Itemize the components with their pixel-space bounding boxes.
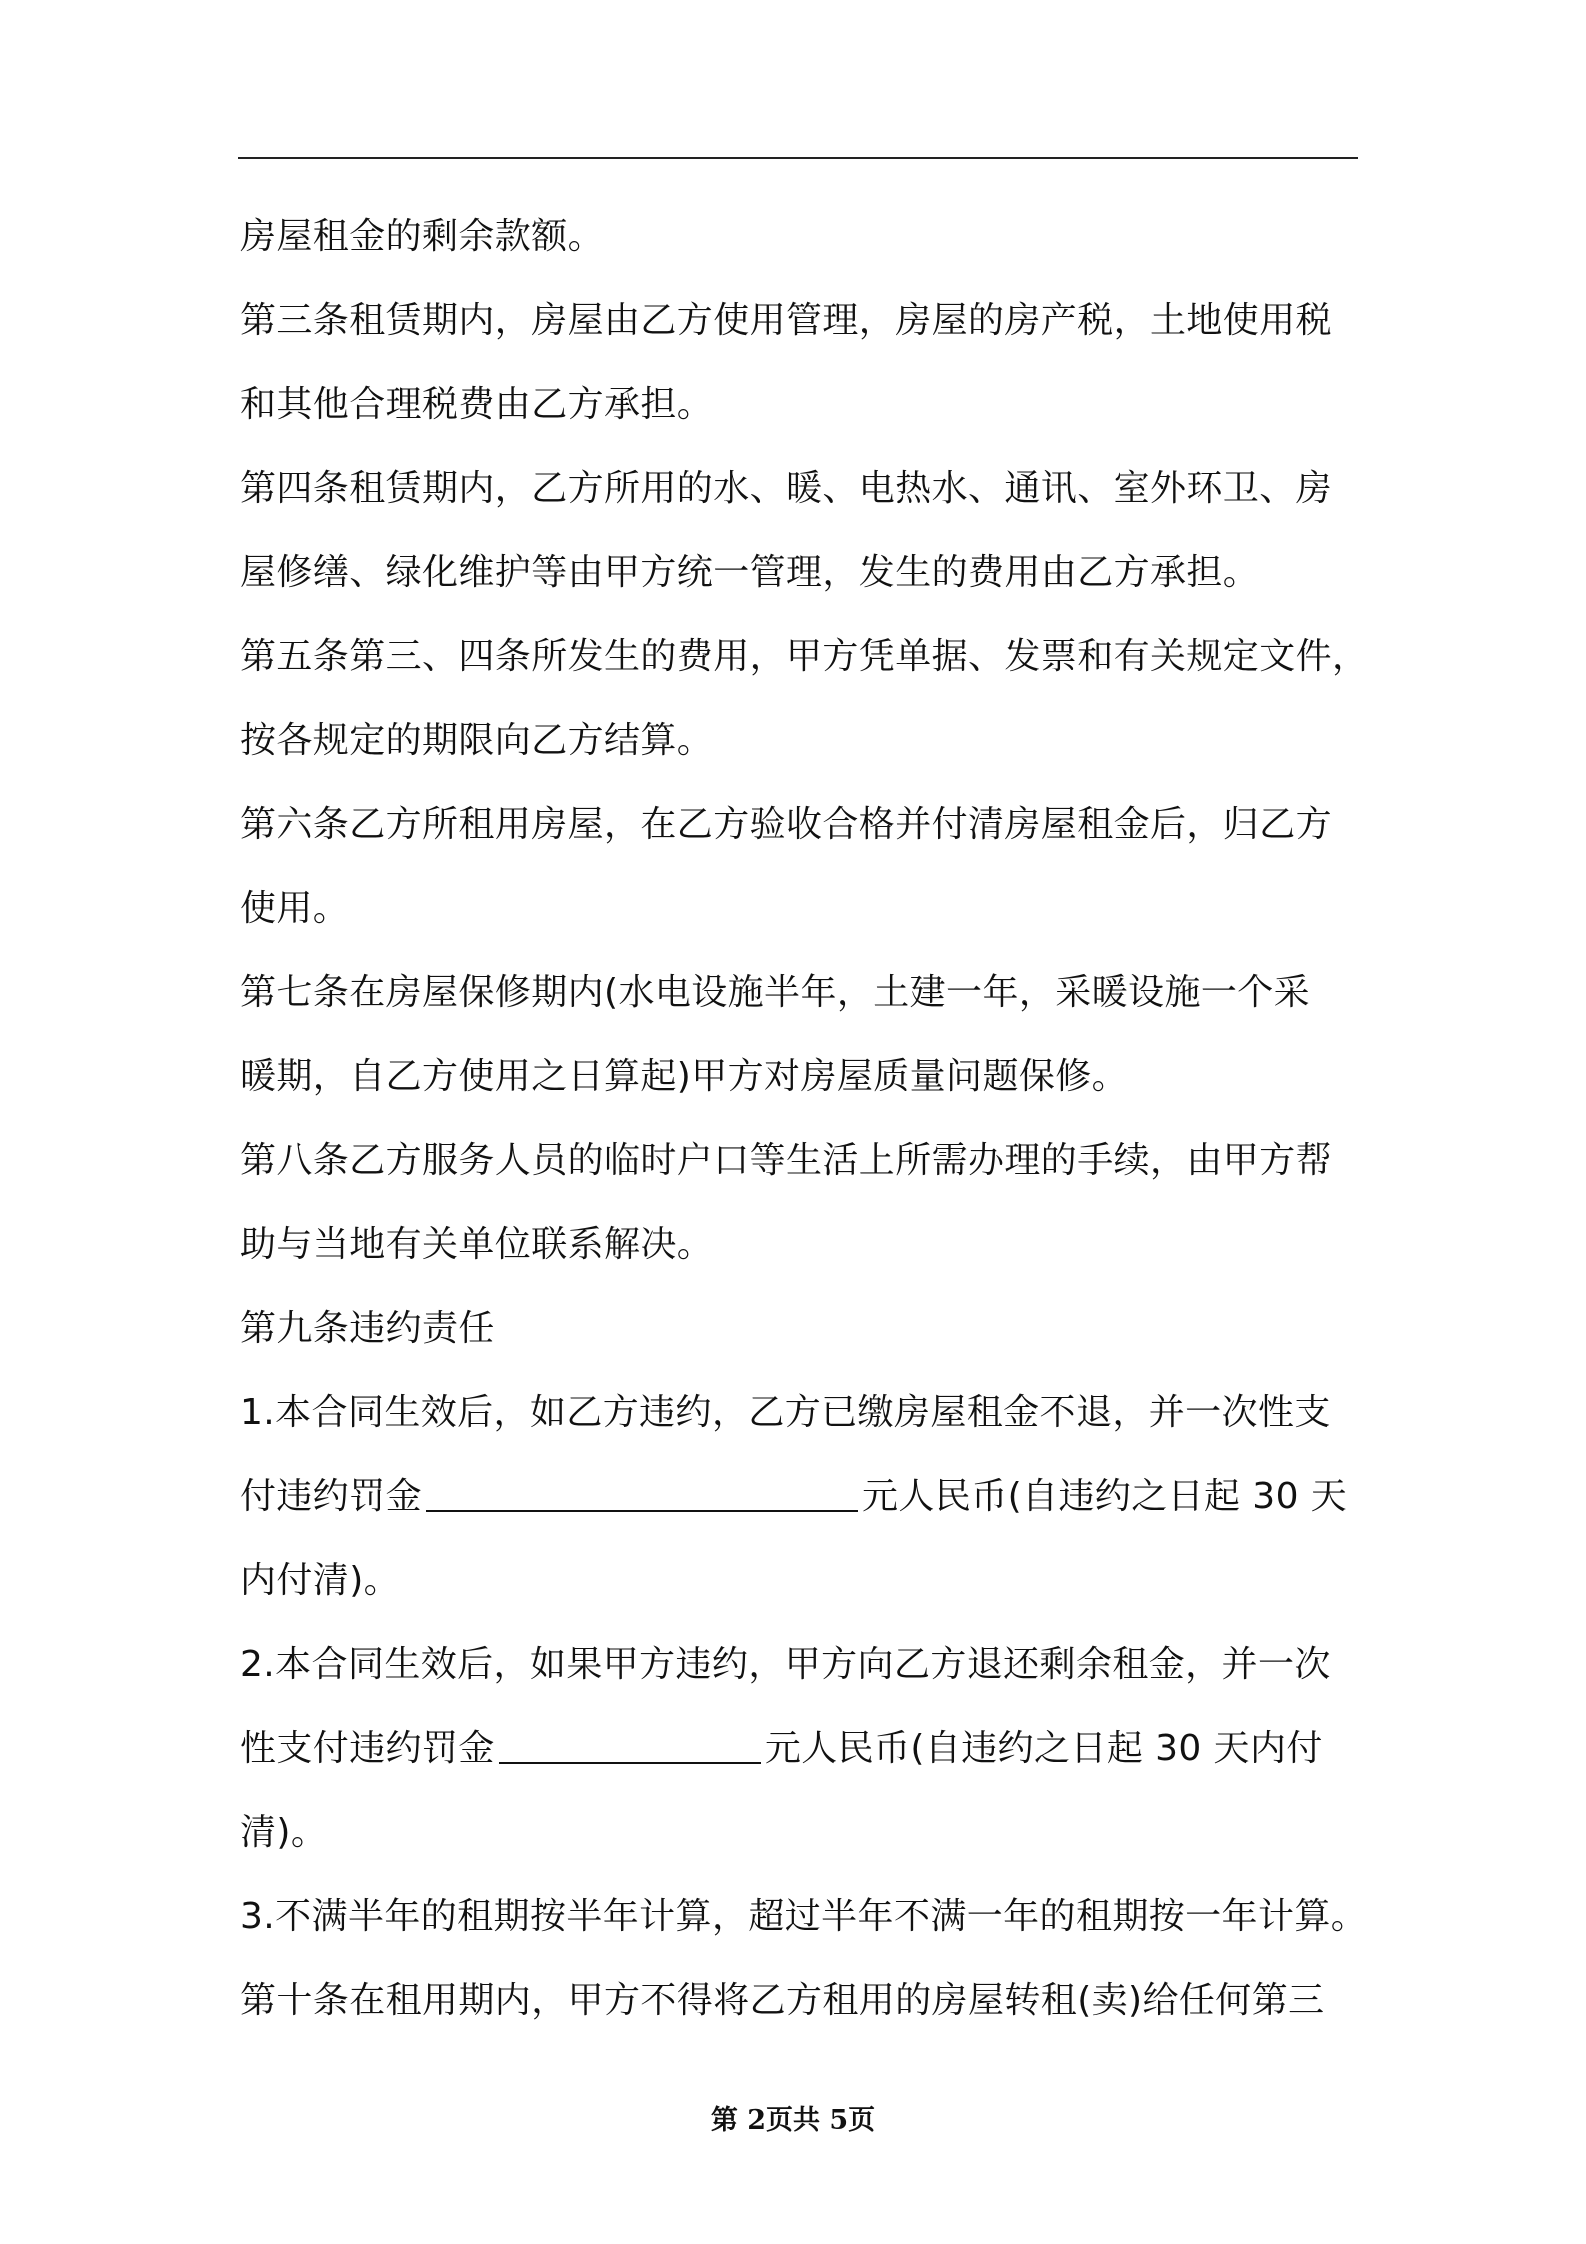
fill-in-blank — [426, 1474, 858, 1512]
text-line: 1.本合同生效后，如乙方违约，乙方已缴房屋租金不退，并一次性支 — [240, 1392, 1331, 1433]
text-line: 第八条乙方服务人员的临时户口等生活上所需办理的手续，由甲方帮 — [240, 1140, 1333, 1181]
text-segment: 付违约罚金 — [240, 1476, 423, 1517]
header-rule — [238, 157, 1358, 159]
text-segment: 元人民币(自违约之日起 30 天内付 — [764, 1728, 1323, 1769]
text-line: 和其他合理税费由乙方承担。 — [240, 384, 714, 425]
text-segment: 元人民币(自违约之日起 30 天 — [862, 1476, 1348, 1517]
text-line: 第五条第三、四条所发生的费用，甲方凭单据、发票和有关规定文件， — [240, 636, 1369, 677]
text-line: 清)。 — [240, 1812, 328, 1853]
text-line: 按各规定的期限向乙方结算。 — [240, 720, 714, 761]
text-line: 第九条违约责任 — [240, 1308, 495, 1349]
text-line: 3.不满半年的租期按半年计算，超过半年不满一年的租期按一年计算。 — [240, 1896, 1368, 1937]
text-line: 房屋租金的剩余款额。 — [240, 216, 605, 257]
text-line: 助与当地有关单位联系解决。 — [240, 1224, 714, 1265]
text-line: 第七条在房屋保修期内(水电设施半年，土建一年，采暖设施一个采 — [240, 972, 1311, 1013]
document-body — [240, 195, 1369, 2043]
text-line-with-blank — [240, 1707, 1362, 1791]
text-segment: 性支付违约罚金 — [240, 1728, 495, 1769]
text-line: 屋修缮、绿化维护等由甲方统一管理，发生的费用由乙方承担。 — [240, 552, 1260, 593]
text-line: 第六条乙方所租用房屋，在乙方验收合格并付清房屋租金后，归乙方 — [240, 804, 1333, 845]
text-line: 暖期，自乙方使用之日算起)甲方对房屋质量问题保修。 — [240, 1056, 1129, 1097]
page-number: 第 2页共 5页 — [710, 2105, 876, 2136]
text-line: 第四条租赁期内，乙方所用的水、暖、电热水、通讯、室外环卫、房 — [240, 468, 1333, 509]
text-line: 使用。 — [240, 888, 350, 929]
text-line: 内付清)。 — [240, 1560, 401, 1601]
fill-in-blank — [499, 1726, 761, 1764]
text-line: 第三条租赁期内，房屋由乙方使用管理，房屋的房产税，土地使用税 — [240, 300, 1333, 341]
text-line: 2.本合同生效后，如果甲方违约，甲方向乙方退还剩余租金，并一次 — [240, 1644, 1331, 1685]
text-line-with-blank — [240, 1455, 1362, 1539]
text-line: 第十条在租用期内，甲方不得将乙方租用的房屋转租(卖)给任何第三 — [240, 1980, 1325, 2021]
